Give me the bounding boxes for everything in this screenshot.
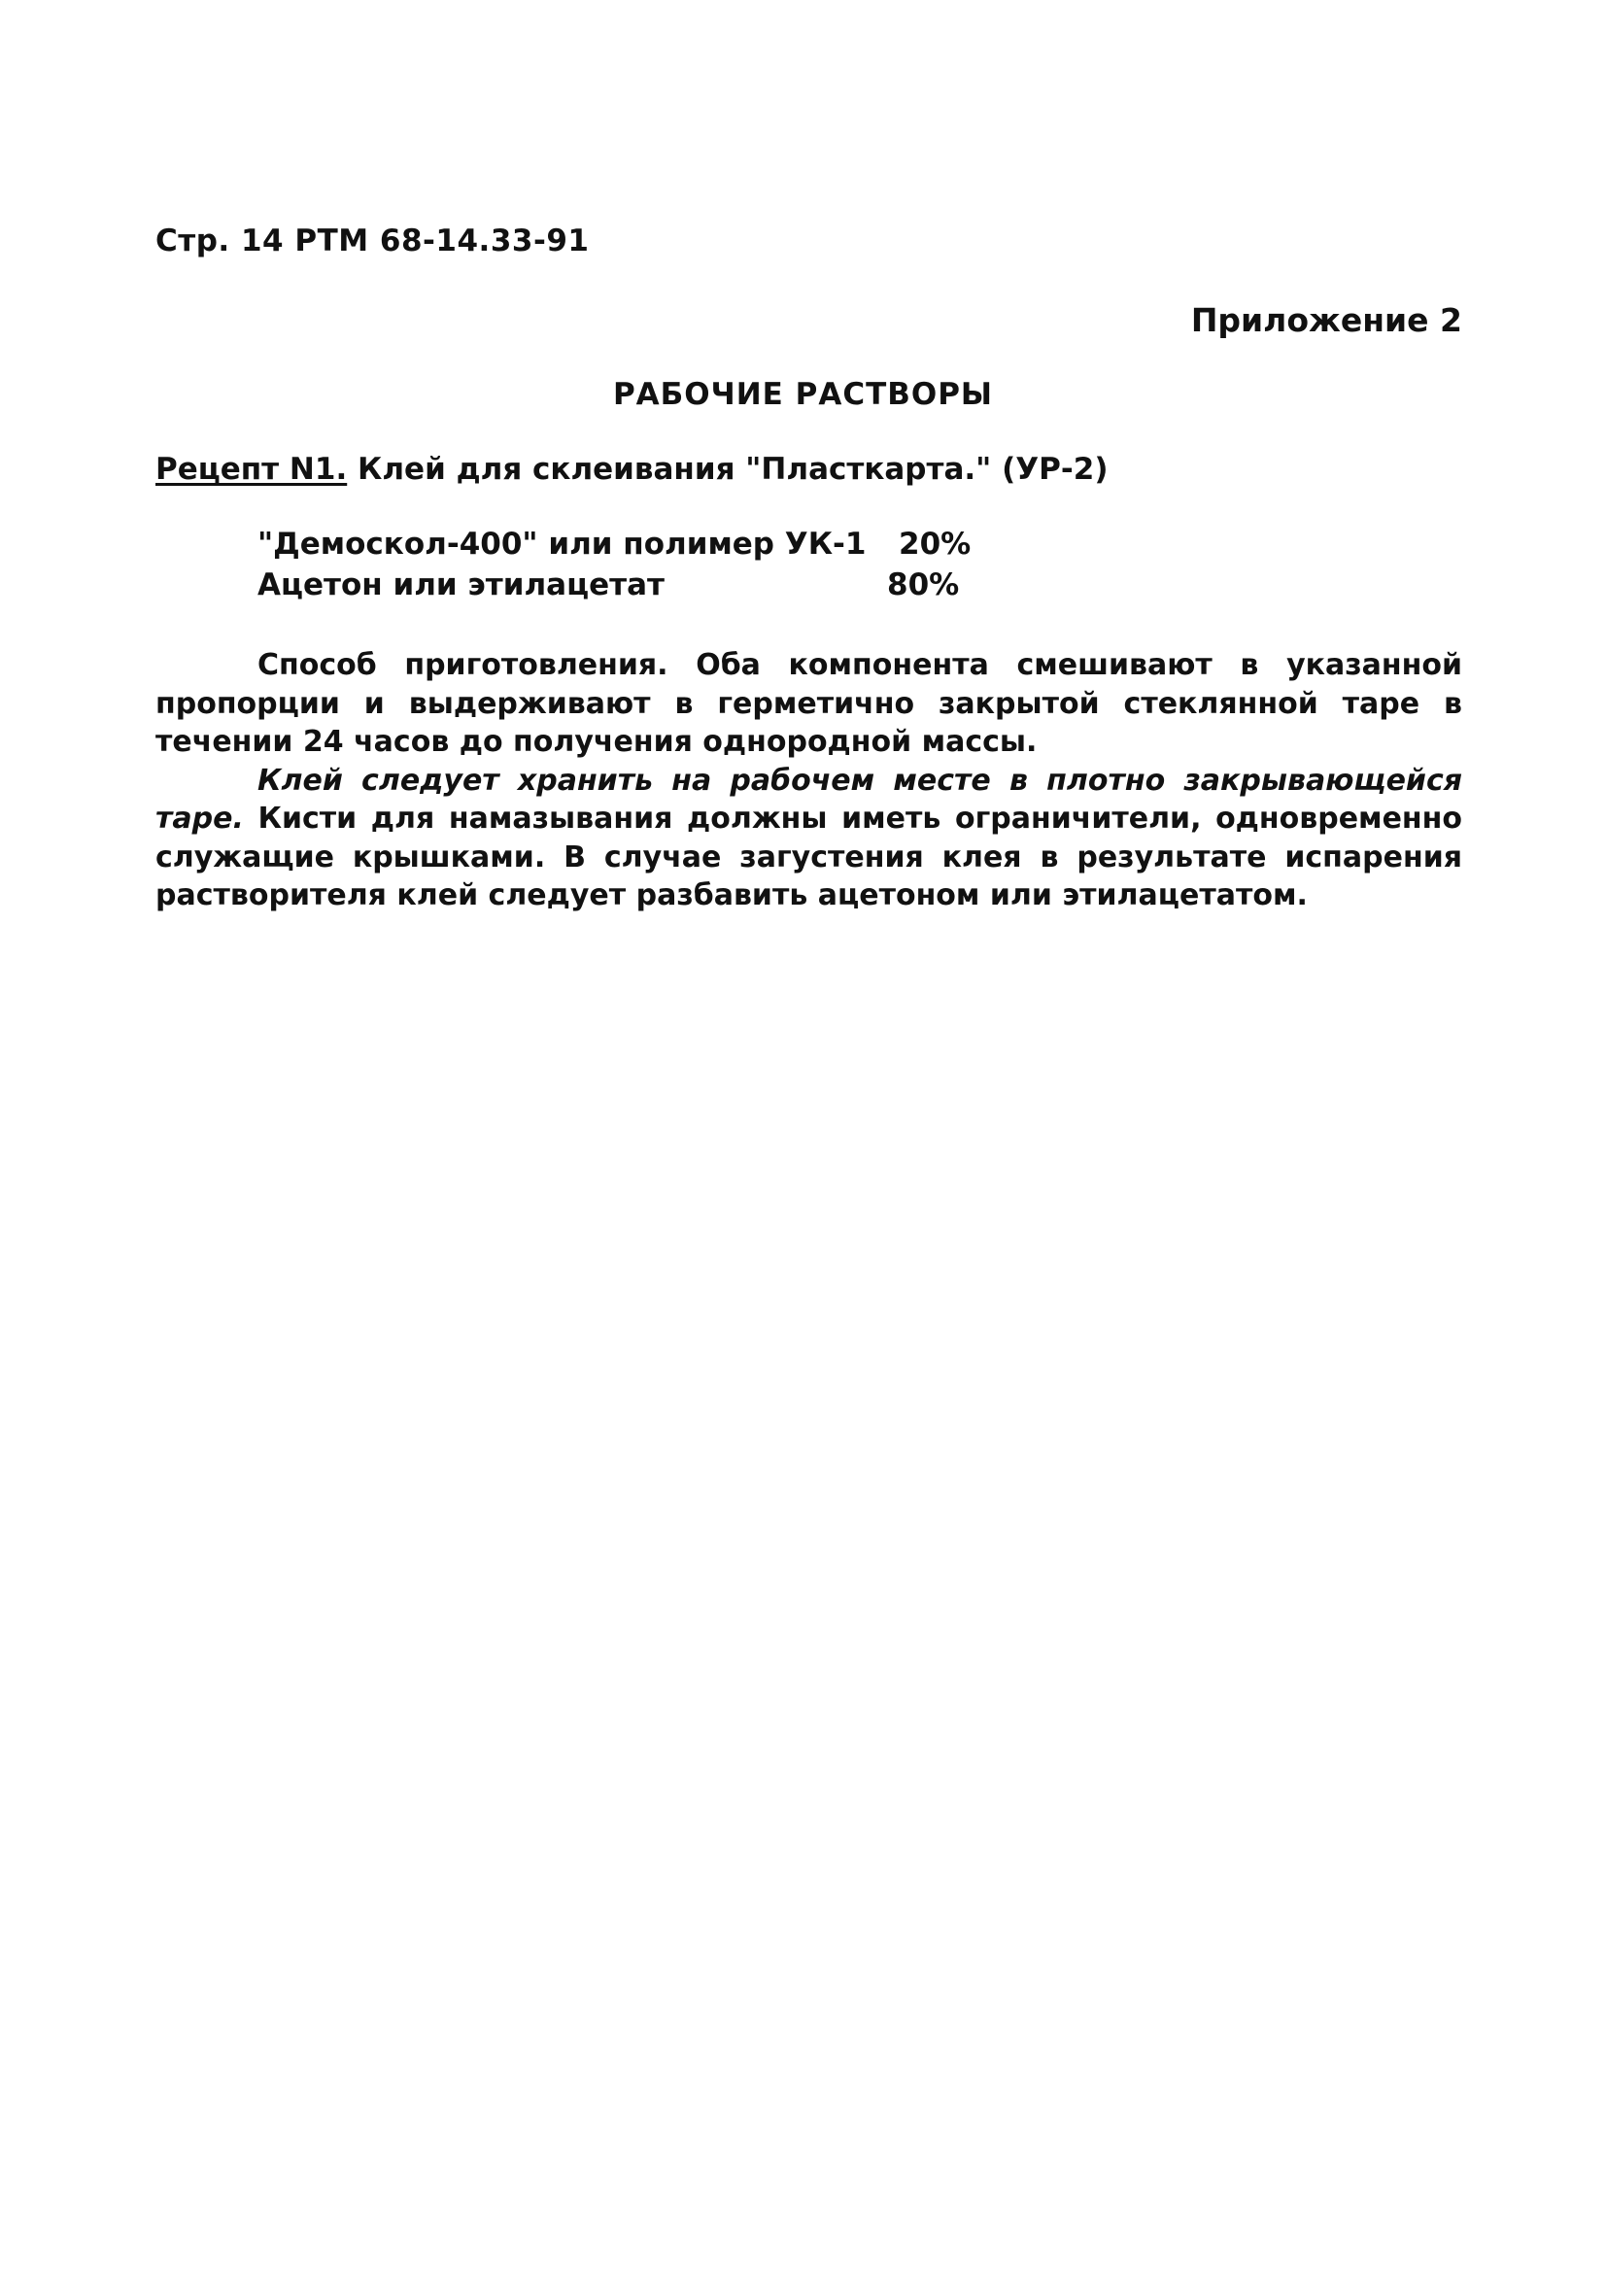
ingredient-amount: 80%	[887, 567, 960, 602]
appendix-label: Приложение 2	[1190, 301, 1462, 339]
ingredient-amount: 20%	[899, 527, 972, 562]
ingredient-name: Ацетон или этилацетат	[257, 567, 665, 602]
recipe-heading	[155, 452, 1108, 487]
ingredient-name: "Демоскол-400" или полимер УК-1	[257, 527, 867, 562]
storage-paragraph-lead: Клей следует хранить на рабочем месте в плотно закрывающейся таре.	[155, 763, 1462, 836]
recipe-description: Клей для склеивания "Пласткарта." (УР-2)	[347, 452, 1109, 487]
preparation-paragraph: Способ приготовления. Оба компонента смешивают в указанной пропорции и выдерживают в герметично закрытой стеклянной таре в течении 24 часов до получения однородной массы.	[155, 648, 1462, 759]
storage-paragraph	[155, 762, 1462, 915]
recipe-number-label: Рецепт N1.	[155, 452, 348, 487]
ingredient-row	[257, 527, 996, 567]
page-reference: Стр. 14 РТМ 68-14.33-91	[155, 223, 590, 258]
storage-paragraph-rest: Кисти для намазывания должны иметь ограничители, одновременно служащие крышками. В случае загустения клея в результате испарения растворителя клей следует разбавить ацетоном или этилацетатом.	[155, 802, 1462, 912]
ingredient-list	[257, 527, 996, 608]
section-title: РАБОЧИЕ РАСТВОРЫ	[612, 377, 994, 412]
body-text	[155, 646, 1462, 915]
ingredient-row	[257, 567, 996, 608]
